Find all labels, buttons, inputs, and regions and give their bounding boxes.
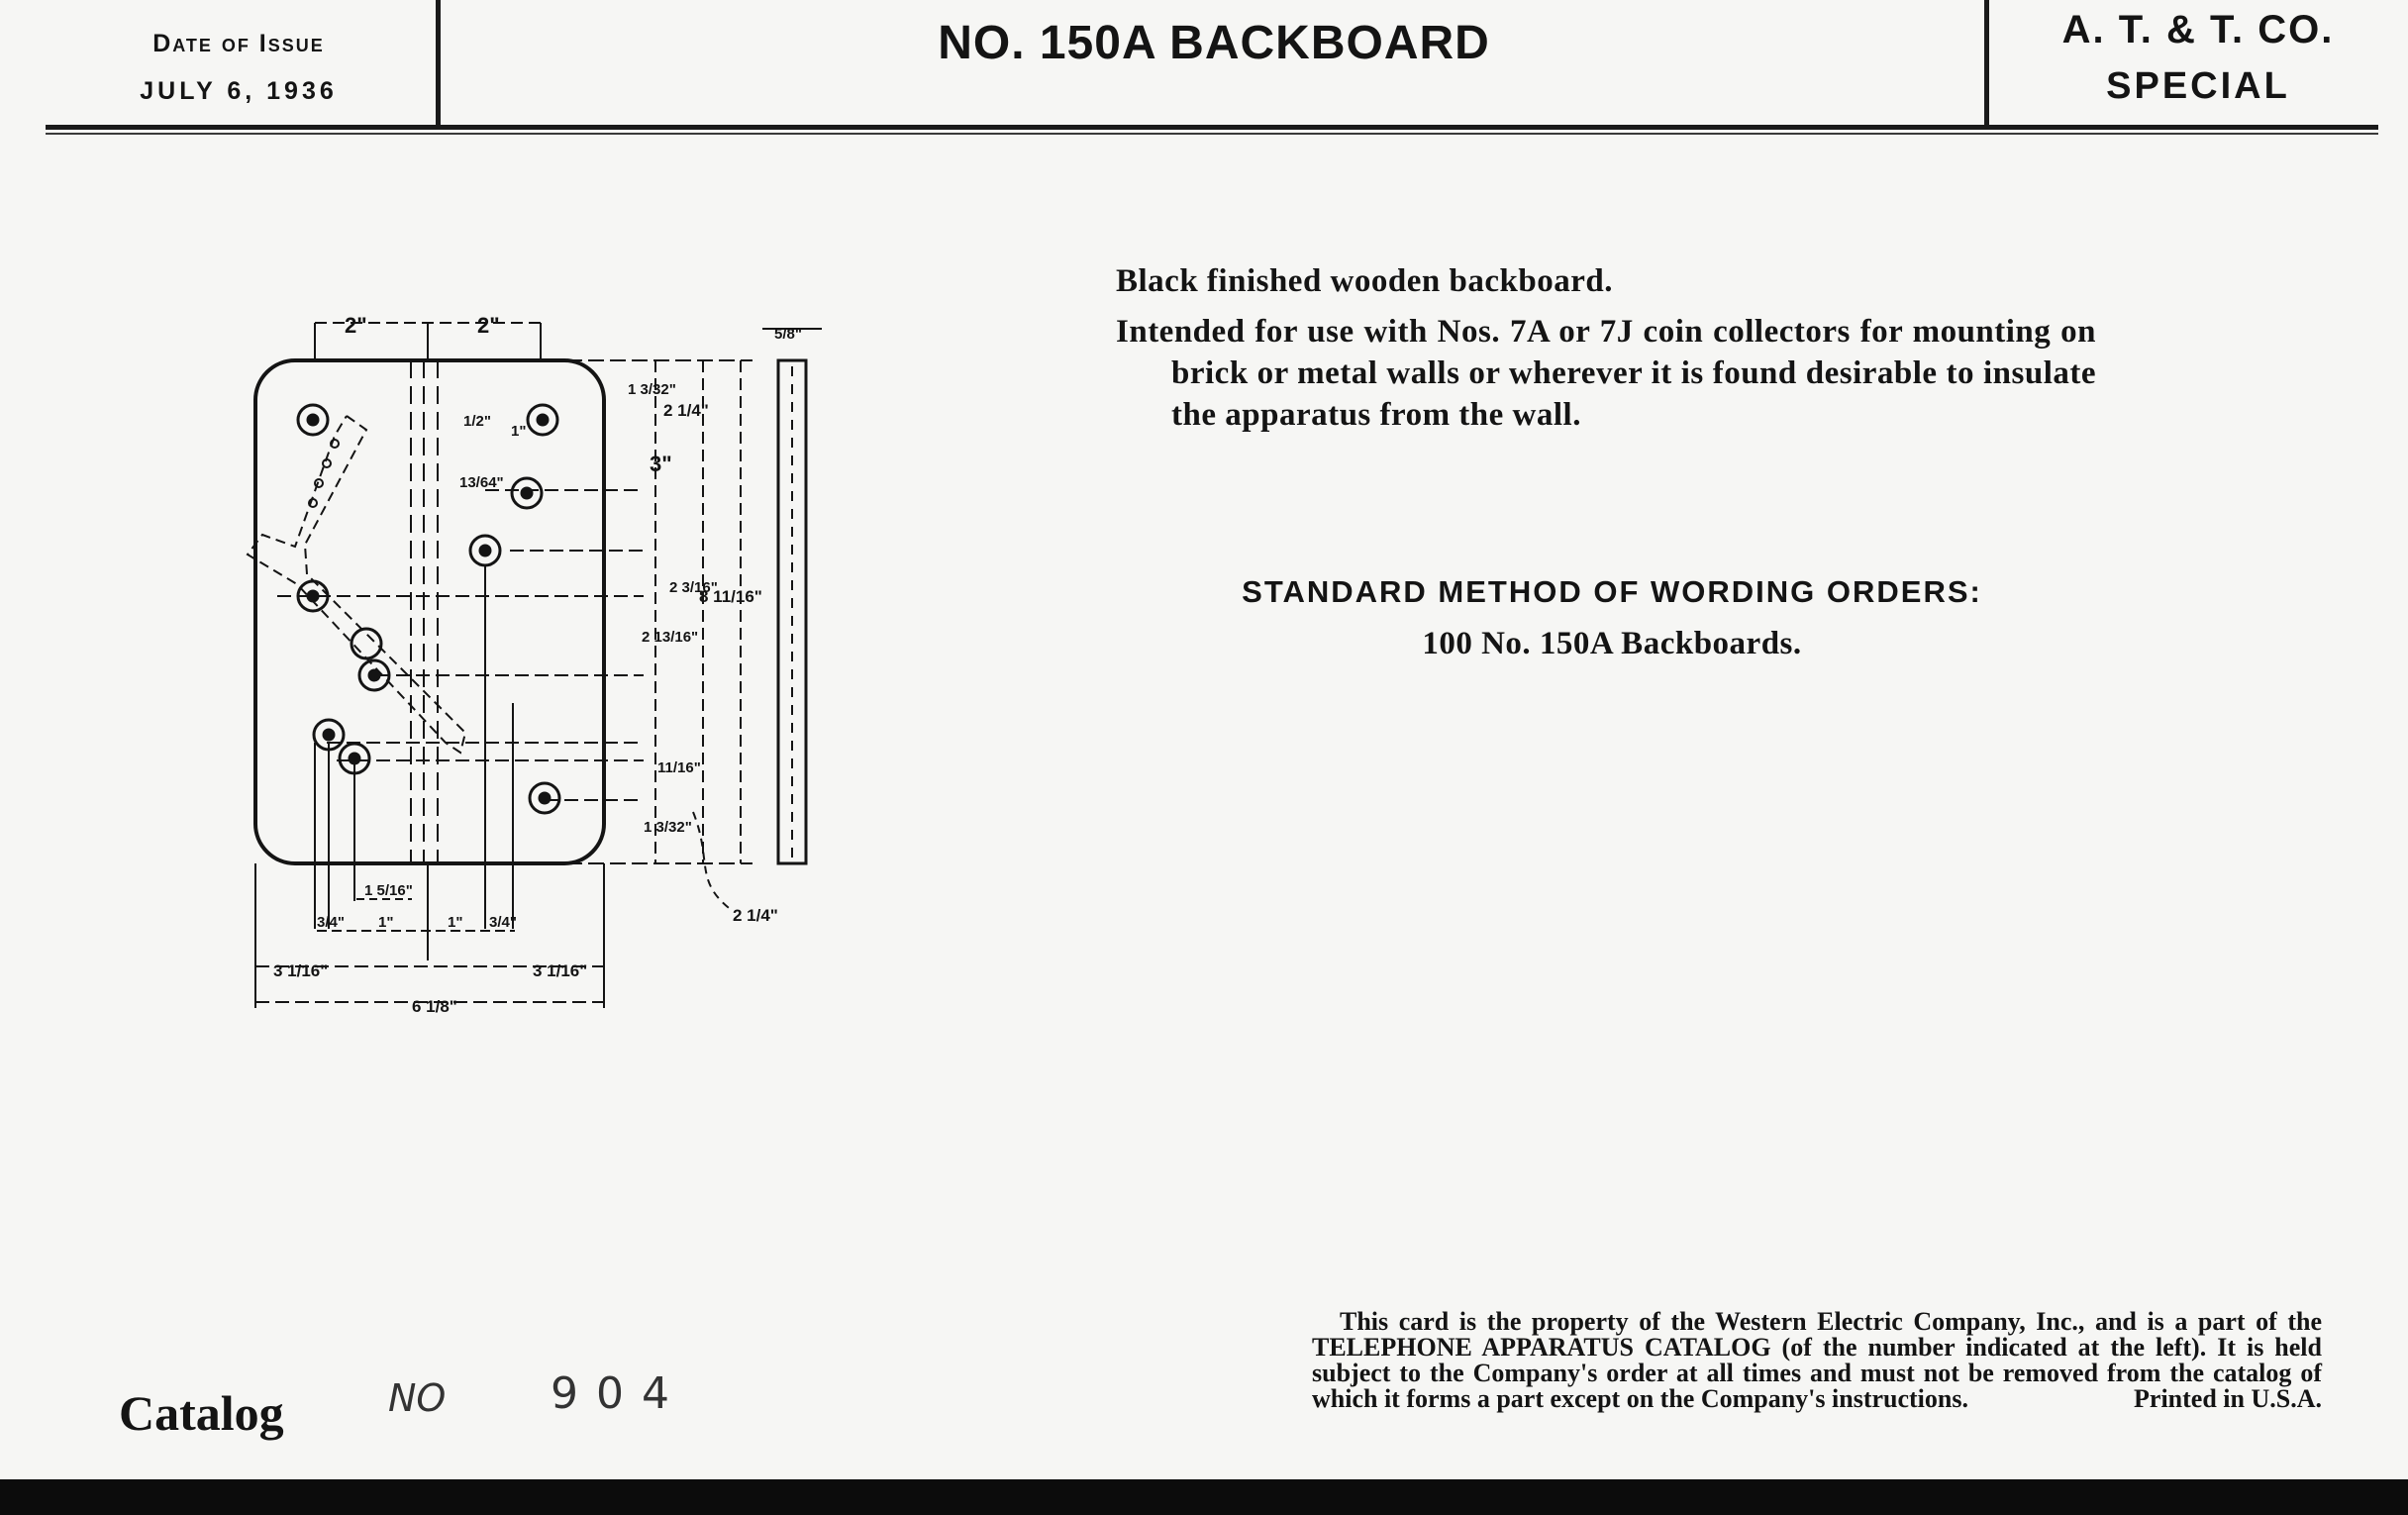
dim-inner-width: 1 5/16" bbox=[364, 882, 413, 899]
ordering-example: 100 No. 150A Backboards. bbox=[1422, 626, 1802, 661]
date-of-issue-label: Date of Issue bbox=[152, 30, 325, 57]
dim-half-left: 3 1/16" bbox=[273, 961, 329, 980]
description-line-1: Black finished wooden backboard. bbox=[1116, 263, 1613, 299]
dim-upper-gap: 2 1/4" bbox=[663, 401, 709, 420]
header-rule-thin bbox=[46, 133, 2378, 135]
dim-bottom-3-4-right: 3/4" bbox=[489, 914, 517, 931]
dim-small-h: 1" bbox=[511, 423, 527, 440]
dim-total-height: 8 11/16" bbox=[699, 587, 762, 606]
dim-bottom-offset: 1 3/32" bbox=[644, 819, 692, 836]
dim-top-offset: 1 3/32" bbox=[628, 381, 676, 398]
dim-bottom-3-4-left: 3/4" bbox=[317, 914, 345, 931]
page-title: NO. 150A BACKBOARD bbox=[938, 17, 1490, 69]
header-divider-left bbox=[436, 0, 441, 129]
classification-label: SPECIAL bbox=[2106, 65, 2290, 107]
dim-small-v: 1/2" bbox=[463, 413, 491, 430]
dim-mid-a: 2 3/16" bbox=[669, 579, 718, 596]
board-outline bbox=[255, 360, 604, 863]
ordering-heading: STANDARD METHOD OF WORDING ORDERS: bbox=[1242, 574, 1982, 609]
side-view bbox=[778, 360, 806, 863]
legal-notice bbox=[1312, 1309, 2322, 1412]
dim-top-left: 2" bbox=[345, 313, 367, 338]
dim-half-right: 3 1/16" bbox=[533, 961, 588, 980]
dim-mid-b: 2 13/16" bbox=[642, 629, 699, 646]
mounting-holes bbox=[298, 405, 559, 813]
dim-bottom-1-right: 1" bbox=[448, 914, 463, 931]
description-line-2: Intended for use with Nos. 7A or 7J coin collectors for mounting on brick or metal walls or wherever it is found desirable to insulate the apparatus from the wall. bbox=[1116, 314, 2096, 433]
date-of-issue-value: JULY 6, 1936 bbox=[140, 77, 338, 105]
dim-top-right: 2" bbox=[477, 313, 500, 338]
printed-in-label: Printed in U.S.A. bbox=[2134, 1384, 2322, 1413]
header-rule bbox=[46, 125, 2378, 130]
company-name: A. T. & T. CO. bbox=[2061, 8, 2335, 51]
dim-side-2-1-4: 2 1/4" bbox=[733, 906, 778, 925]
dim-edge-thickness: 5/8" bbox=[774, 326, 802, 343]
dim-lower-gap: 11/16" bbox=[657, 759, 701, 776]
legal-notice-text: This card is the property of the Western Electric Company, Inc., and is a part of the TELEPHONE APPARATUS CATALOG (of the number indicated at the left). It is held subject to the Company's order at all times and must not be removed from the catalog of which it forms a part except on the Company's instructions. bbox=[1312, 1307, 2322, 1413]
dim-bottom-1-left: 1" bbox=[378, 914, 394, 931]
catalog-no-label: NO bbox=[388, 1376, 447, 1420]
dim-hole-spacing: 3" bbox=[650, 452, 672, 476]
dim-hole-dia: 13/64" bbox=[459, 474, 504, 491]
catalog-label: Catalog bbox=[119, 1385, 284, 1441]
backboard-drawing bbox=[218, 287, 852, 1020]
dim-total-width: 6 1/8" bbox=[412, 997, 457, 1016]
header-divider-right bbox=[1984, 0, 1989, 129]
catalog-number: 904 bbox=[551, 1368, 687, 1419]
